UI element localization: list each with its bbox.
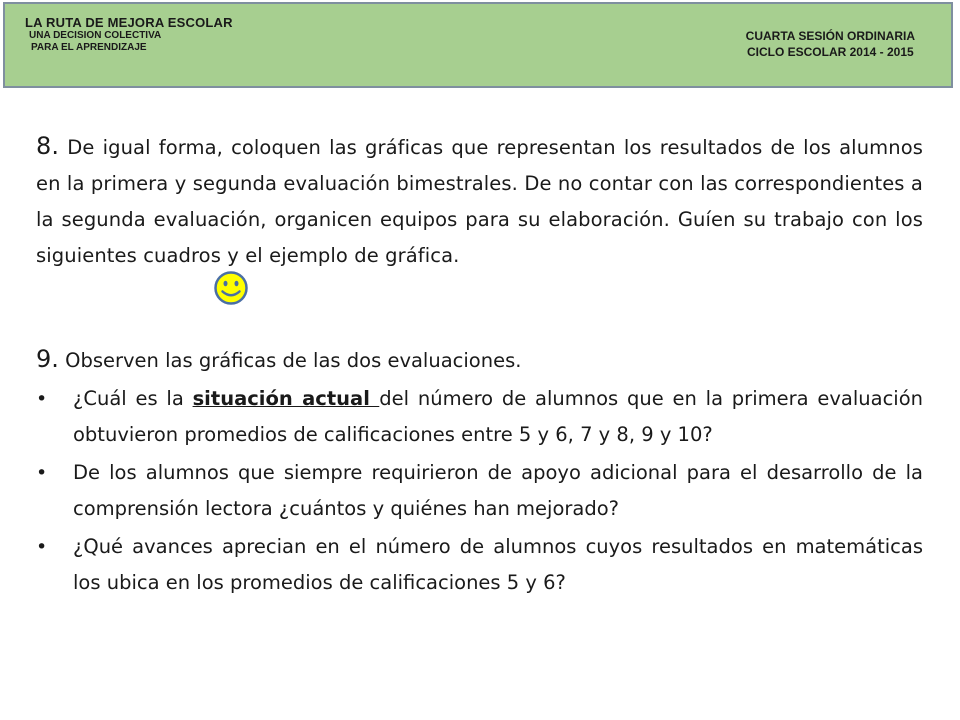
header-banner: [3, 2, 953, 88]
program-title: LA RUTA DE MEJORA ESCOLAR: [25, 15, 233, 30]
bullet-dot-icon: •: [36, 462, 48, 484]
list-item: [36, 455, 923, 527]
item-9-text: Observen las gráficas de las dos evaluaciones.: [58, 349, 522, 372]
question-3-text: ¿Qué avances aprecian en el número de alumnos cuyos resultados en matemáticas los ubica en los promedios de calificaciones 5 y 6?: [73, 535, 923, 594]
session-label: CUARTA SESIÓN ORDINARIA: [745, 29, 915, 43]
bullet-dot-icon: •: [36, 388, 48, 410]
item-8-paragraph: [36, 128, 923, 274]
header-right-block: [746, 28, 915, 60]
item-8-number: 8.: [36, 132, 60, 160]
program-subtitle-line1: UNA DECISION COLECTIVA: [29, 30, 162, 41]
item-8-text: De igual forma, coloquen las gráficas que representan los resultados de los alumnos en la primera y segunda evaluación bimestrales. De no contar con las correspondientes a la segunda evaluación, organicen equipos para su elaboración. Guíen su trabajo con los siguientes cuadros y el ejemplo de gráfica.: [36, 136, 923, 267]
smiley-face-icon: [213, 270, 249, 306]
bullet-dot-icon: •: [36, 536, 48, 558]
item-8-block: [36, 128, 923, 274]
list-item: [36, 381, 923, 453]
question-list: [36, 381, 923, 603]
header-left-block: [25, 16, 233, 54]
question-2-text: De los alumnos que siempre requirieron de apoyo adicional para el desarrollo de la comprensión lectora ¿cuántos y quiénes han mejorado?: [73, 461, 923, 520]
question-1-emphasis: situación actual: [192, 387, 380, 410]
school-year-label: CICLO ESCOLAR 2014 - 2015: [746, 45, 914, 59]
item-9-number: 9.: [36, 345, 59, 373]
question-1-before: ¿Cuál es la: [73, 387, 193, 410]
list-item: [36, 529, 923, 601]
question-1-after: del número de alumnos que en la primera evaluación obtuvieron promedios de calificaciones entre 5 y 6, 7 y 8, 9 y 10?: [73, 387, 923, 446]
item-9-intro: [36, 342, 923, 378]
program-subtitle-line2: PARA EL APRENDIZAJE: [31, 42, 147, 53]
